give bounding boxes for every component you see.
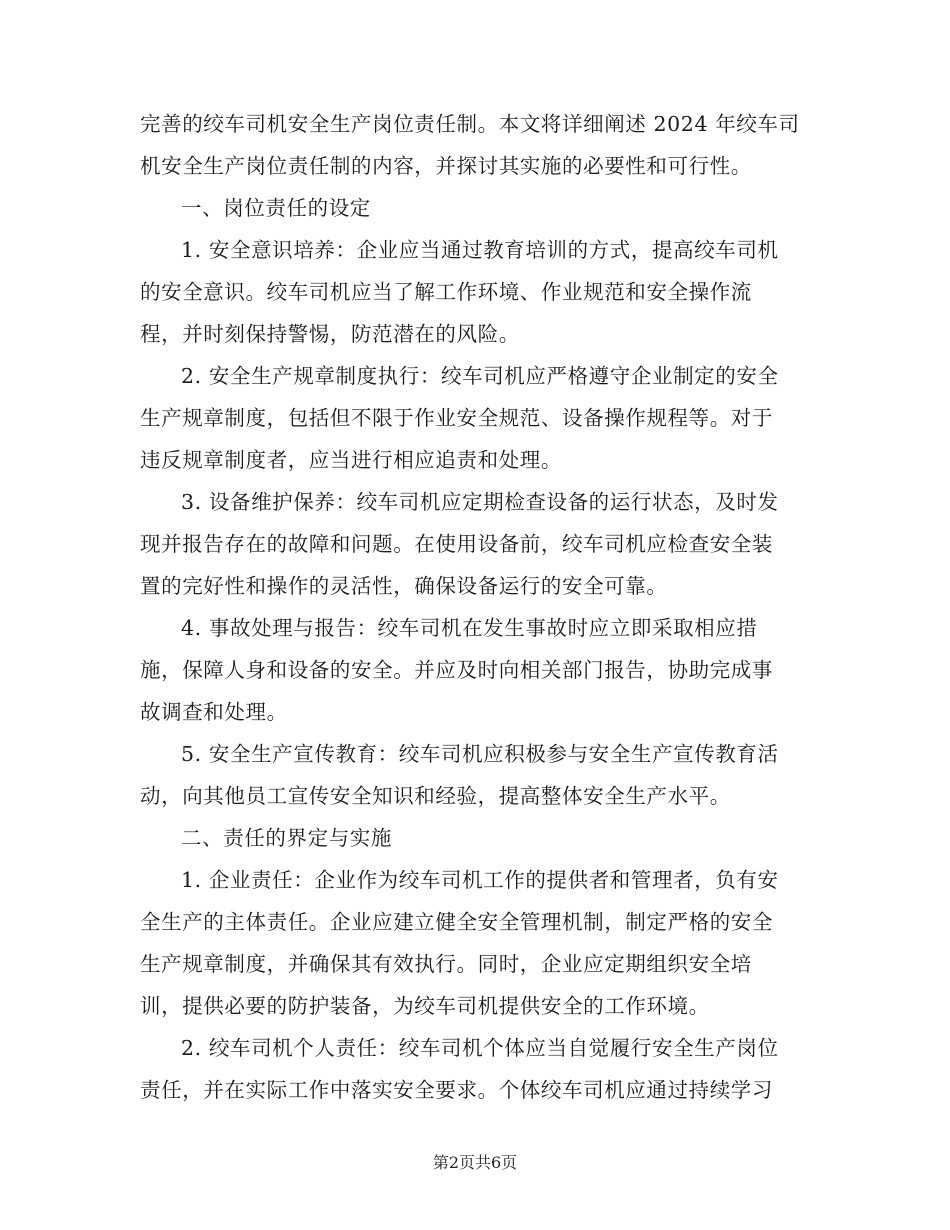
text-line: 生产规章制度，包括但不限于作业安全规范、设备操作规程等。对于 xyxy=(140,406,773,430)
text-line: 置的完好性和操作的灵活性，确保设备运行的安全可靠。 xyxy=(140,574,668,598)
text-line: 训，提供必要的防护装备，为绞车司机提供安全的工作环境。 xyxy=(140,994,710,1018)
heading-text: 一、岗位责任的设定 xyxy=(181,196,371,220)
paragraph-intro-continuation xyxy=(140,103,808,187)
text-line: 5. 安全生产宣传教育：绞车司机应积极参与安全生产宣传教育活 xyxy=(181,742,779,766)
section-heading-1 xyxy=(140,187,808,229)
paragraph-item-1-3 xyxy=(140,481,808,607)
text-line: 故调查和处理。 xyxy=(140,700,288,724)
heading-text: 二、责任的界定与实施 xyxy=(181,826,392,850)
text-line: 的安全意识。绞车司机应当了解工作环境、作业规范和安全操作流 xyxy=(140,280,752,304)
text-line: 生产规章制度，并确保其有效执行。同时，企业应定期组织安全培 xyxy=(140,952,752,976)
text-line: 违反规章制度者，应当进行相应追责和处理。 xyxy=(140,448,562,472)
text-line: 2. 绞车司机个人责任：绞车司机个体应当自觉履行安全生产岗位 xyxy=(181,1036,779,1060)
text-line: 完善的绞车司机安全生产岗位责任制。本文将详细阐述 2024 年绞车司 xyxy=(140,112,800,136)
text-line: 1. 安全意识培养：企业应当通过教育培训的方式，提高绞车司机 xyxy=(181,238,779,262)
paragraph-item-1-2 xyxy=(140,355,808,481)
text-line: 现并报告存在的故障和问题。在使用设备前，绞车司机应检查安全装 xyxy=(140,532,773,556)
text-line: 动，向其他员工宣传安全知识和经验，提高整体安全生产水平。 xyxy=(140,784,731,808)
text-line: 程，并时刻保持警惕，防范潜在的风险。 xyxy=(140,322,520,346)
text-line: 机安全生产岗位责任制的内容，并探讨其实施的必要性和可行性。 xyxy=(140,154,752,178)
text-line: 全生产的主体责任。企业应建立健全安全管理机制，制定严格的安全 xyxy=(140,910,773,934)
section-heading-2 xyxy=(140,817,808,859)
paragraph-item-2-2 xyxy=(140,1027,808,1111)
paragraph-item-2-1 xyxy=(140,859,808,1027)
document-body xyxy=(140,103,808,1111)
paragraph-item-1-4 xyxy=(140,607,808,733)
text-line: 施，保障人身和设备的安全。并应及时向相关部门报告，协助完成事 xyxy=(140,658,773,682)
text-line: 责任，并在实际工作中落实安全要求。个体绞车司机应通过持续学习 xyxy=(140,1078,773,1102)
text-line: 3. 设备维护保养：绞车司机应定期检查设备的运行状态，及时发 xyxy=(181,490,779,514)
text-line: 1. 企业责任：企业作为绞车司机工作的提供者和管理者，负有安 xyxy=(181,868,779,892)
paragraph-item-1-5 xyxy=(140,733,808,817)
text-line: 4. 事故处理与报告：绞车司机在发生事故时应立即采取相应措 xyxy=(181,616,758,640)
page-number-footer: 第2页共6页 xyxy=(432,1153,518,1172)
paragraph-item-1-1 xyxy=(140,229,808,355)
text-line: 2. 安全生产规章制度执行：绞车司机应严格遵守企业制定的安全 xyxy=(181,364,779,388)
